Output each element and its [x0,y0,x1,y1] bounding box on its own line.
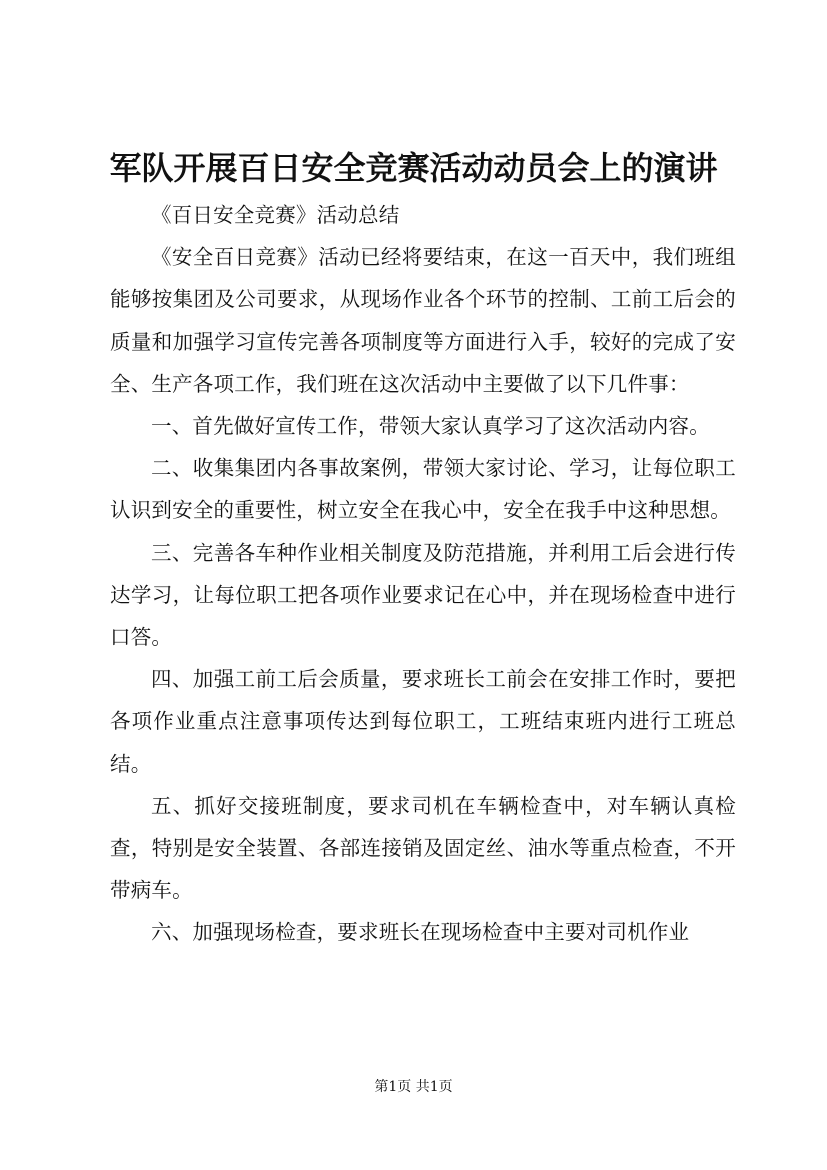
paragraph-item-1: 一、首先做好宣传工作，带领大家认真学习了这次活动内容。 [151,414,710,439]
paragraph-item-2: 二、收集集团内各事故案例，带领大家讨论、学习，让每位职工认识到安全的重要性，树立安全在我心中，安全在我手中这种思想。 [110,456,736,523]
document-title: 军队开展百日安全竞赛活动动员会上的演讲 [109,149,718,187]
page-number-label: 第1页 共1页 [374,1079,453,1095]
document-body [110,194,736,954]
paragraph-intro: 《安全百日竞赛》活动已经将要结束，在这一百天中，我们班组能够按集团及公司要求，从现场作业各个环节的控制、工前工后会的质量和加强学习宣传完善各项制度等方面进行入手，较好的完成了安全、生产各项工作，我们班在这次活动中主要做了以下几件事： [110,245,736,396]
paragraph-subtitle: 《百日安全竞赛》活动总结 [151,203,400,227]
paragraph-item-6: 六、加强现场检查，要求班长在现场检查中主要对司机作业 [151,920,690,945]
paragraph-item-4: 四、加强工前工后会质量，要求班长工前会在安排工作时，要把各项作业重点注意事项传达到每位职工，工班结束班内进行工班总结。 [110,667,736,776]
paragraph-item-3: 三、完善各车种作业相关制度及防范措施，并利用工后会进行传达学习，让每位职工把各项作业要求记在心中，并在现场检查中进行口答。 [110,540,736,650]
page-footer [0,1078,827,1096]
paragraph-item-5: 五、抓好交接班制度，要求司机在车辆检查中，对车辆认真检查，特别是安全装置、各部连接销及固定丝、油水等重点检查，不开带病车。 [110,793,736,903]
